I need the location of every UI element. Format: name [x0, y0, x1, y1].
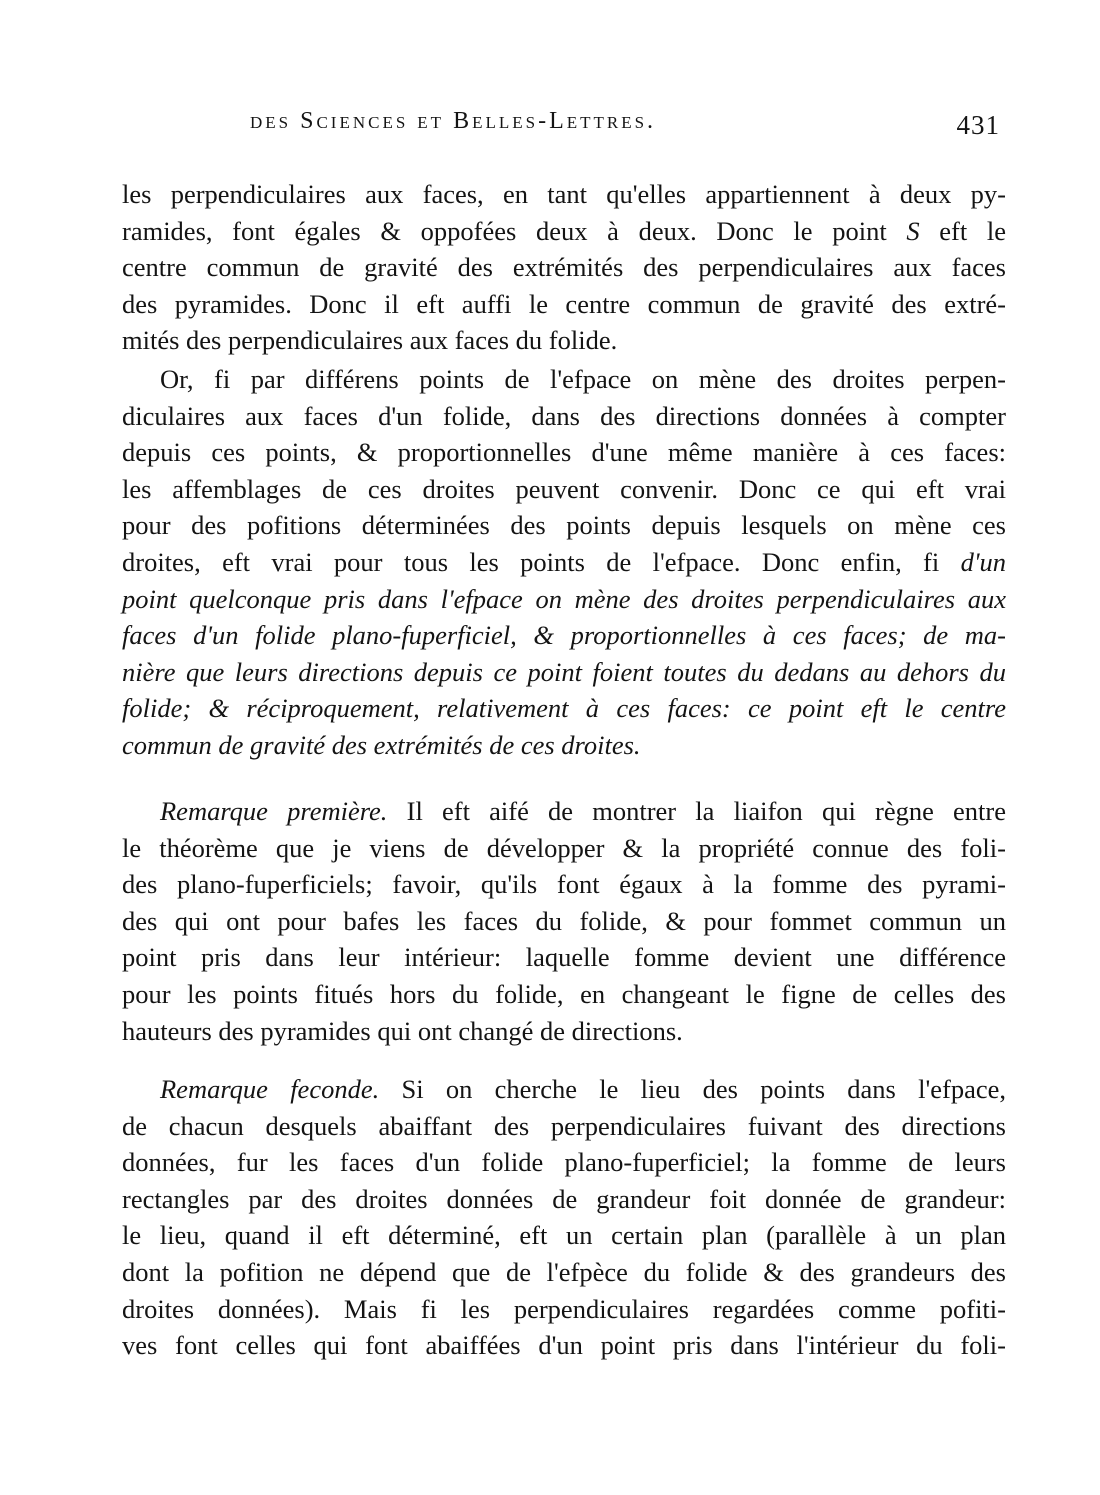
text-segment: les affemblages de ces droites peuvent convenir. Donc ce qui eft vrai [122, 473, 1006, 504]
text-segment: le théorème que je viens de développer & la propriété connue des foli- [122, 832, 1006, 863]
text-segment: des pyramides. Donc il eft auffi le centre commun de gravité des extré- [122, 288, 1006, 319]
text-line [122, 176, 1006, 212]
text-segment: des plano-fuperficiels; favoir, qu'ils font égaux à la fomme des pyrami- [122, 869, 1006, 900]
text-line [122, 471, 1006, 507]
text-line [122, 690, 1006, 726]
text-line [122, 830, 1006, 866]
text-line [122, 866, 1006, 902]
text-line [122, 617, 1006, 653]
page-number: 431 [956, 110, 1000, 140]
text-line [160, 1071, 1006, 1107]
text-line [122, 213, 1006, 249]
text-segment: droites, eft vrai pour tous les points de l'efpace. Donc enfin, fi [122, 547, 961, 577]
text-line [122, 322, 1006, 358]
text-segment: des qui ont pour bafes les faces du folide, & pour fommet commun un [122, 905, 1006, 936]
text-segment: Or, fi par différens points de l'efpace on mène des droites perpen- [160, 364, 1006, 394]
text-segment: centre commun de gravité des extrémités des perpendiculaires aux faces [122, 252, 1006, 283]
text-line [122, 654, 1006, 690]
text-segment: pour les points fitués hors du folide, en changeant le figne de celles des [122, 979, 1006, 1009]
text-line [160, 793, 1006, 829]
text-segment: le lieu, quand il eft déterminé, eft un certain plan (parallèle à un plan [122, 1220, 1006, 1251]
text-line [122, 727, 1006, 763]
text-segment: ramides, font égales & oppofées deux à deux. Donc le point [122, 215, 907, 246]
text-line [122, 434, 1006, 470]
text-line [122, 249, 1006, 285]
text-line [122, 1327, 1006, 1363]
text-segment: mités des perpendiculaires aux faces du folide. [122, 325, 618, 356]
text-line [122, 398, 1006, 434]
text-line [122, 976, 1006, 1012]
text-segment: les perpendiculaires aux faces, en tant qu'elles appartiennent à deux py- [122, 179, 1006, 209]
text-segment: point pris dans leur intérieur: laquelle fomme devient une différence [122, 942, 1006, 973]
italic-text: nière que leurs directions depuis ce point foient toutes du dedans au dehors du [122, 656, 1006, 687]
text-segment: données, fur les faces d'un folide plano-fuperficiel; la fomme de leurs [122, 1147, 1006, 1178]
text-line [160, 361, 1006, 397]
running-header [250, 108, 1010, 148]
italic-text: faces d'un folide plano-fuperficiel, & proportionnelles à ces faces; de ma- [122, 620, 1006, 651]
text-segment: hauteurs des pyramides qui ont changé de directions. [122, 1015, 683, 1046]
text-segment: eft le [919, 215, 1007, 246]
text-segment: pour des pofitions déterminées des points depuis lesquels on mène ces [122, 510, 1006, 541]
text-segment: dont la pofition ne dépend que de l'efpèce du folide & des grandeurs des [122, 1257, 1006, 1287]
text-line [122, 581, 1006, 617]
text-line [122, 1254, 1006, 1290]
italic-text: point quelconque pris dans l'efpace on mène des droites perpendiculaires aux [122, 583, 1006, 614]
text-line [122, 1217, 1006, 1253]
text-segment: Il eft aifé de montrer la liaifon qui règne entre [387, 796, 1007, 826]
italic-text: commun de gravité des extrémités de ces droites. [122, 730, 641, 760]
text-line [122, 939, 1006, 975]
text-line [122, 1144, 1006, 1180]
italic-text: Remarque feconde. [160, 1074, 380, 1104]
text-segment: Si on cherche le lieu des points dans l'efpace, [379, 1074, 1006, 1104]
italic-text: folide; & réciproquement, relativement à ces faces: ce point eft le centre [122, 693, 1006, 724]
text-line [122, 544, 1006, 580]
running-title: des Sciences et Belles-Lettres. [250, 108, 657, 134]
text-segment: de chacun desquels abaiffant des perpendiculaires fuivant des directions [122, 1110, 1006, 1141]
italic-text: d'un [960, 547, 1006, 577]
italic-text: S [906, 215, 920, 246]
text-segment: diculaires aux faces d'un folide, dans des directions données à compter [122, 400, 1006, 431]
text-line [122, 1108, 1006, 1144]
text-segment: depuis ces points, & proportionnelles d'une même manière à ces faces: [122, 437, 1006, 468]
text-line [122, 903, 1006, 939]
italic-text: Remarque première. [160, 796, 388, 826]
text-segment: rectangles par des droites données de grandeur foit donnée de grandeur: [122, 1183, 1006, 1214]
text-line [122, 1291, 1006, 1327]
text-segment: droites données). Mais fi les perpendiculaires regardées comme pofiti- [122, 1293, 1006, 1324]
text-line [122, 1013, 1006, 1049]
text-line [122, 507, 1006, 543]
text-line [122, 286, 1006, 322]
text-line [122, 1181, 1006, 1217]
text-segment: ves font celles qui font abaiffées d'un point pris dans l'intérieur du foli- [122, 1330, 1006, 1361]
